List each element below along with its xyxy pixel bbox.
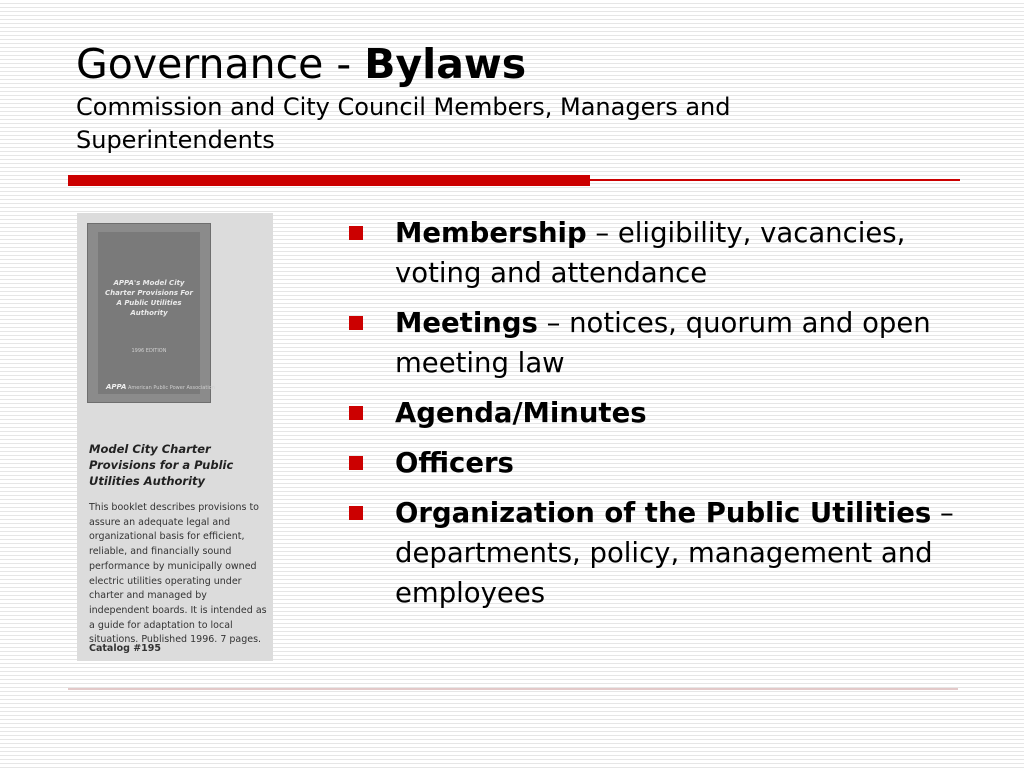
bullet-heading: Membership — [395, 217, 587, 249]
book-description: This booklet describes provisions to assure an adequate legal and organizational basis for efficient, reliable, and financially sound performance by municipally owned electric utilities operating under charter and managed by independent boards. It is intended as a guide for adaptation to local situations. Published 1996. 7 pages. — [89, 502, 267, 646]
bullet-detail: – departments, policy, management and employees — [395, 497, 954, 609]
red-square-bullet-icon — [349, 406, 363, 420]
red-square-bullet-icon — [349, 456, 363, 470]
red-square-bullet-icon — [349, 506, 363, 520]
bullet-item-organization — [349, 493, 989, 613]
book-image — [77, 213, 273, 661]
book-cover — [87, 223, 215, 403]
bullet-item-membership — [349, 213, 989, 293]
title-plain: Governance - — [76, 40, 365, 88]
title-divider-thick — [68, 175, 590, 186]
bullet-item-meetings — [349, 303, 989, 383]
book-cover-title: APPA's Model City Charter Provisions For A Public Utilities Authority — [105, 279, 193, 317]
red-square-bullet-icon — [349, 316, 363, 330]
slide-subtitle: Commission and City Council Members, Managers and Superintendents — [76, 93, 731, 154]
bullet-list — [349, 213, 989, 623]
bullet-heading: Officers — [395, 447, 514, 479]
book-heading: Model City Charter Provisions for a Public Utilities Authority — [89, 442, 234, 488]
bullet-heading: Meetings — [395, 307, 538, 339]
title-line — [76, 38, 976, 90]
book-cover-edition: 1996 EDITION — [131, 348, 167, 354]
bullet-item-officers — [349, 443, 989, 483]
title-divider-thin — [590, 179, 960, 181]
footer-divider — [68, 688, 958, 690]
bullet-heading: Organization of the Public Utilities — [395, 497, 932, 529]
title-bold: Bylaws — [364, 40, 527, 88]
book-catalog-number: Catalog #195 — [89, 643, 162, 654]
appa-logo: APPA — [106, 383, 127, 391]
appa-logo-subtext: American Public Power Association — [128, 385, 215, 391]
book-cover-inner — [98, 232, 215, 394]
bullet-detail: – eligibility, vacancies, voting and attendance — [395, 217, 906, 289]
bullet-item-agenda-minutes — [349, 393, 989, 433]
bullet-heading: Agenda/Minutes — [395, 397, 647, 429]
bullet-detail: – notices, quorum and open meeting law — [395, 307, 931, 379]
red-square-bullet-icon — [349, 226, 363, 240]
slide-title — [76, 38, 976, 157]
